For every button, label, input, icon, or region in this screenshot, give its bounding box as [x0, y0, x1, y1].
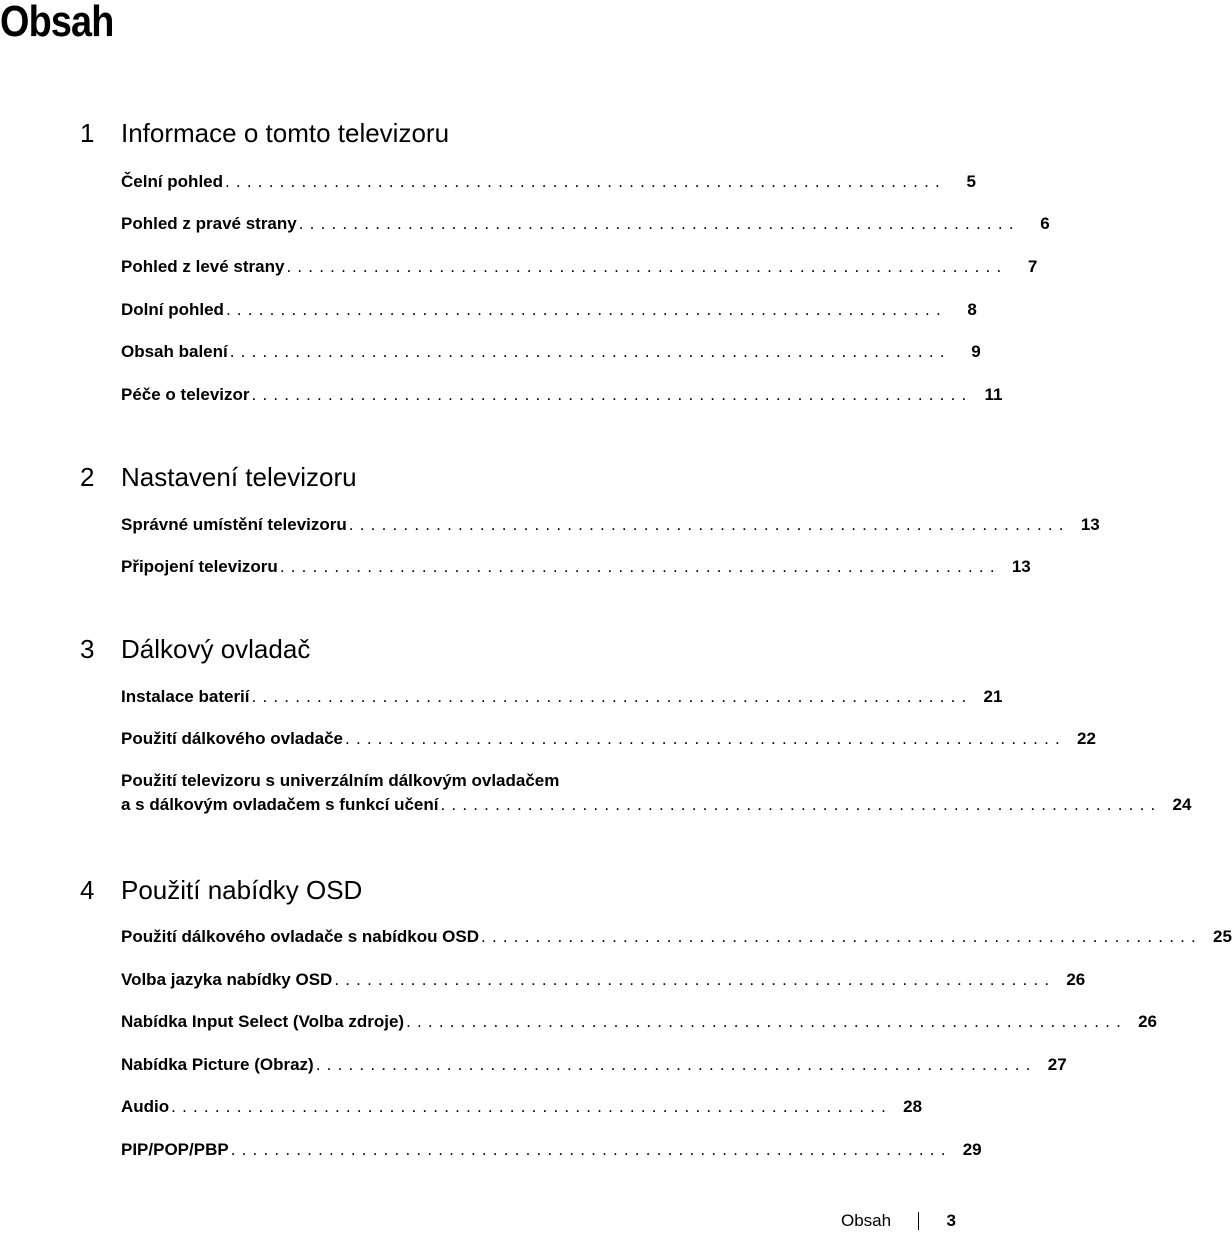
leader-dots: .................................................................. — [225, 300, 947, 319]
chapter-heading — [80, 631, 780, 667]
toc-page-number: 24 — [1172, 795, 1192, 814]
toc-page-number: 7 — [1027, 257, 1038, 276]
toc-entry[interactable] — [121, 212, 1050, 236]
page-footer — [838, 1209, 960, 1233]
toc-entry[interactable] — [121, 255, 1038, 279]
leader-dots: .................................................................. — [481, 927, 1202, 946]
toc-entry[interactable] — [121, 727, 1096, 751]
chapter-number: 2 — [80, 462, 95, 492]
toc-page-number: 28 — [903, 1097, 923, 1116]
leader-dots: .................................................................. — [251, 385, 973, 404]
leader-dots: .................................................................. — [334, 970, 1056, 989]
leader-dots: .................................................................. — [229, 342, 951, 361]
leader-dots: .................................................................. — [298, 214, 1020, 233]
toc-entry-text: Připojení televizoru — [121, 557, 278, 576]
toc-entry[interactable] — [121, 513, 1100, 537]
toc-entry-text: Nabídka Picture (Obraz) — [121, 1055, 314, 1074]
toc-entry-text-line1: Použití televizoru s univerzálním dálkovým ovladačem — [121, 771, 560, 790]
toc-page-number: 25 — [1213, 927, 1232, 946]
toc-entry-text: Obsah balení — [121, 342, 228, 361]
toc-entry-text: Dolní pohled — [121, 300, 224, 319]
leader-dots: .................................................................. — [315, 1055, 1037, 1074]
toc-entry[interactable] — [121, 383, 1003, 407]
toc-page-number: 27 — [1047, 1055, 1067, 1074]
toc-entry-text: Péče o televizor — [121, 385, 250, 404]
chapter-title: Dálkový ovladač — [121, 634, 311, 664]
toc-page-number: 21 — [983, 687, 1003, 706]
toc-entry-text: Použití dálkového ovladače — [121, 729, 344, 748]
leader-dots: .................................................................. — [345, 729, 1066, 748]
toc-entry-text: Použití dálkového ovladače s nabídkou OSD — [121, 927, 480, 946]
toc-entry-text: Instalace baterií — [121, 687, 250, 706]
chapter-heading — [80, 872, 780, 908]
chapter-number: 3 — [80, 634, 95, 664]
toc-page-number: 22 — [1077, 729, 1096, 748]
toc-entry-text: Volba jazyka nabídky OSD — [121, 970, 333, 989]
toc-entry[interactable] — [121, 968, 1086, 992]
chapter-title: Nastavení televizoru — [121, 462, 357, 492]
leader-dots: .................................................................. — [279, 557, 1001, 576]
toc-page-number: 9 — [971, 342, 981, 361]
leader-dots: .................................................................. — [406, 1012, 1127, 1031]
toc-entry-text: Čelní pohled — [121, 172, 223, 191]
toc-entry[interactable] — [121, 340, 981, 364]
toc-page-number: 5 — [966, 172, 976, 191]
chapter-title: Informace o tomto televizoru — [121, 118, 450, 148]
leader-dots: .................................................................. — [251, 687, 973, 706]
toc-entry[interactable] — [121, 925, 1232, 949]
toc-entry[interactable] — [121, 1138, 982, 1162]
chapter-title: Použití nabídky OSD — [121, 875, 363, 905]
leader-dots: .................................................................. — [225, 172, 946, 191]
toc-entry[interactable] — [121, 1095, 923, 1119]
page-title: Obsah — [0, 0, 114, 46]
toc-entry-text: Nabídka Input Select (Volba zdroje) — [121, 1012, 405, 1031]
chapter-number: 1 — [80, 118, 95, 148]
toc-entry-text: Pohled z pravé strany — [121, 214, 297, 233]
footer-page-number: 3 — [946, 1211, 956, 1230]
toc-page-number: 13 — [1080, 515, 1100, 534]
toc-entry-text: Správné umístění televizoru — [121, 515, 347, 534]
toc-entry-text: a s dálkovým ovladačem s funkcí učení — [121, 795, 439, 814]
toc-page-number: 11 — [984, 385, 1003, 404]
toc-entry[interactable] — [121, 1053, 1067, 1077]
toc-entry[interactable] — [121, 769, 1192, 817]
leader-dots: .................................................................. — [230, 1140, 952, 1159]
leader-dots: .................................................................. — [440, 795, 1162, 814]
toc-entry-text: Pohled z levé strany — [121, 257, 285, 276]
leader-dots: .................................................................. — [171, 1097, 893, 1116]
chapter-heading — [80, 459, 780, 495]
footer-section-label: Obsah — [841, 1211, 892, 1230]
toc-entry[interactable] — [121, 170, 976, 194]
toc-page-number: 6 — [1040, 214, 1050, 233]
toc-page-number: 13 — [1011, 557, 1031, 576]
toc-page-number: 26 — [1066, 970, 1086, 989]
toc-page-number: 8 — [967, 300, 977, 319]
toc-entry[interactable] — [121, 555, 1031, 579]
toc-entry[interactable] — [121, 298, 977, 322]
toc-entry[interactable] — [121, 685, 1003, 709]
leader-dots: .................................................................. — [348, 515, 1070, 534]
toc-page-number: 29 — [962, 1140, 982, 1159]
toc-entry-text: PIP/POP/PBP — [121, 1140, 229, 1159]
leader-dots: .................................................................. — [286, 257, 1008, 276]
toc-entry-text: Audio — [121, 1097, 170, 1116]
chapter-heading — [80, 115, 780, 151]
chapter-number: 4 — [80, 875, 95, 905]
toc-entry[interactable] — [121, 1010, 1157, 1034]
footer-separator — [918, 1212, 919, 1230]
toc-page-number: 26 — [1138, 1012, 1157, 1031]
